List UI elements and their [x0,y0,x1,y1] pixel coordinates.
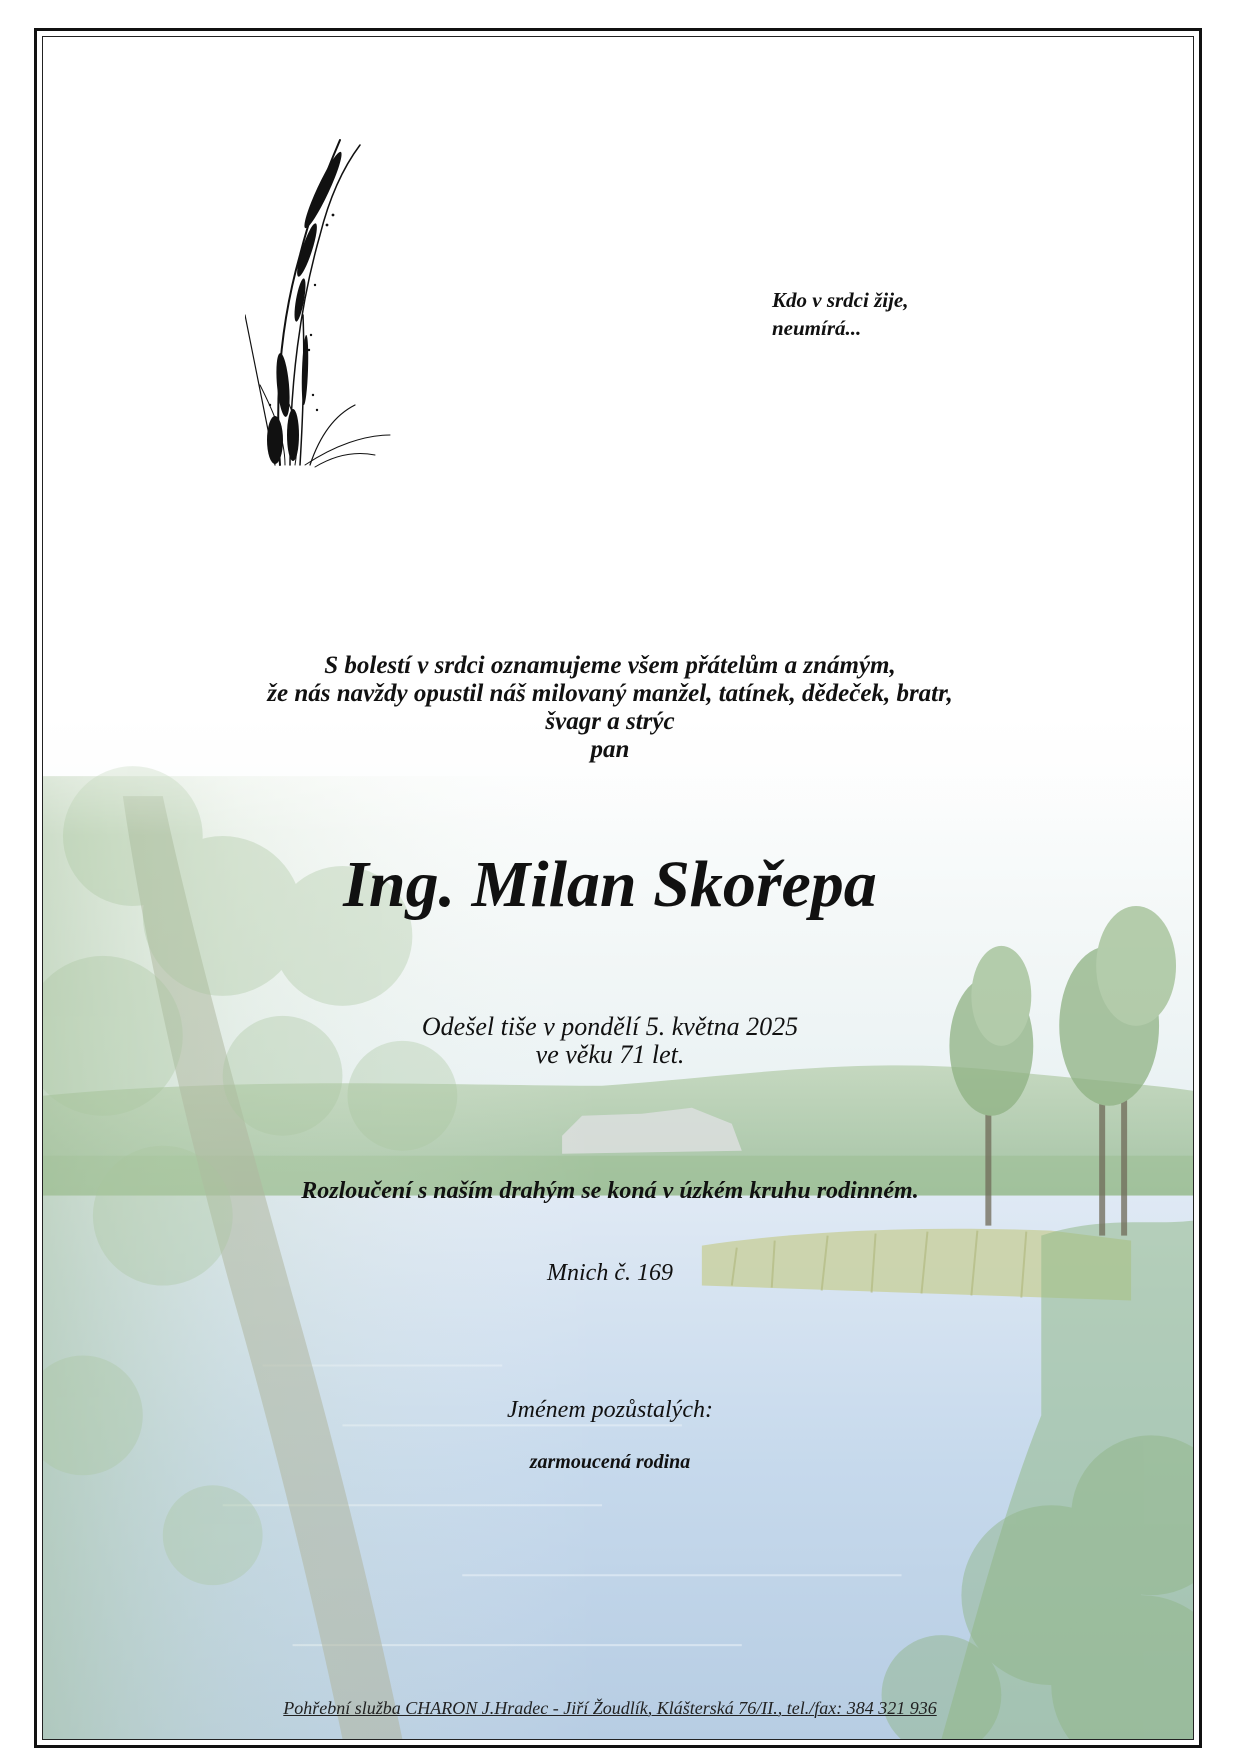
signature: zarmoucená rodina [529,1451,691,1473]
announcement-line-3: švagr a strýc [545,708,675,735]
motto-line-2: neumírá... [772,316,862,340]
farewell-notice: Rozloučení s naším drahým se koná v úzkém kruhu rodinném. [301,1178,919,1204]
announcement-line-1: S bolestí v srdci oznamujeme všem přátelům a známým, [324,652,896,679]
on-behalf-label: Jménem pozůstalých: [507,1397,713,1423]
departure-info [200,1013,1020,1069]
announcement-line-4: pan [590,736,630,763]
deceased-name: Ing. Milan Skořepa [343,848,877,921]
funeral-service-footer: Pohřební služba CHARON J.Hradec - Jiří Žoudlík, Klášterská 76/II., tel./fax: 384 321 936 [283,1698,937,1718]
announcement-line-2: že nás navždy opustil náš milovaný manžel, tatínek, dědeček, bratr, [267,680,953,707]
motto [772,286,909,342]
motto-line-1: Kdo v srdci žije, [772,288,909,312]
announcement [150,652,1070,764]
residence-address: Mnich č. 169 [547,1260,673,1286]
departure-line-1: Odešel tiše v pondělí 5. května 2025 [421,1012,799,1041]
departure-line-2: ve věku 71 let. [535,1040,685,1069]
